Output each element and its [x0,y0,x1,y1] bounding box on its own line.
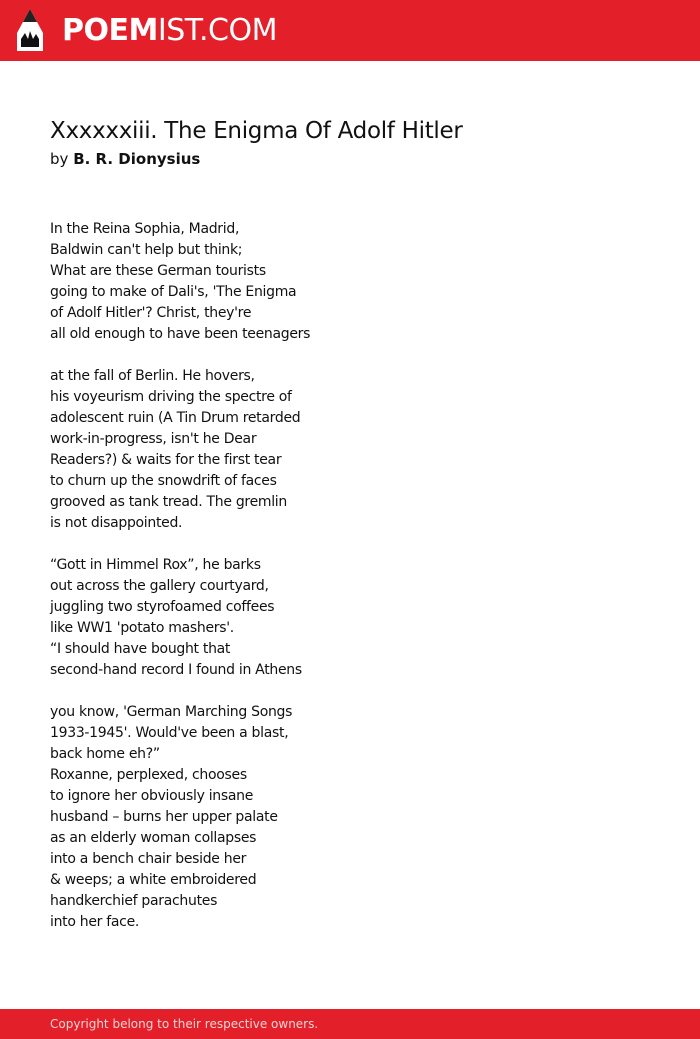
copyright-notice: Copyright belong to their respective owners. [50,1017,319,1031]
poem-line: adolescent ruin (A Tin Drum retarded [50,410,301,426]
poem-line: to churn up the snowdrift of faces [50,473,277,489]
poem-line: Readers?) & waits for the first tear [50,452,282,468]
site-header [0,0,700,61]
author-name[interactable]: B. R. Dionysius [73,150,201,168]
poem-line: grooved as tank tread. The gremlin [50,494,287,510]
poem-line: 1933-1945'. Would've been a blast, [50,725,289,741]
poem-line: into a bench chair beside her [50,851,247,867]
poem-line: at the fall of Berlin. He hovers, [50,368,255,384]
by-label: by [50,150,69,168]
poem-line: handkerchief parachutes [50,893,218,909]
poem-line: all old enough to have been teenagers [50,326,311,342]
poem-line: second-hand record I found in Athens [50,662,302,678]
poem-line: of Adolf Hitler'? Christ, they're [50,305,252,321]
poem-line: is not disappointed. [50,515,183,531]
poem-line: out across the gallery courtyard, [50,578,269,594]
poem-line: work-in-progress, isn't he Dear [50,431,257,447]
poem-line: & weeps; a white embroidered [50,872,257,888]
poem-title: Xxxxxxiii. The Enigma Of Adolf Hitler [50,118,463,144]
poem-line: his voyeurism driving the spectre of [50,389,292,405]
poem-line: In the Reina Sophia, Madrid, [50,221,240,237]
poem-stanza [50,366,570,534]
poem-line: to ignore her obviously insane [50,788,254,804]
poem-stanza [50,702,570,933]
poem-stanza [50,555,570,681]
poem-line: “I should have bought that [50,641,231,657]
poem-line: What are these German tourists [50,263,266,279]
site-logo[interactable] [62,12,277,50]
poem-line: husband – burns her upper palate [50,809,278,825]
poem-line: like WW1 'potato mashers'. [50,620,234,636]
poem-line: Roxanne, perplexed, chooses [50,767,247,783]
poem-line: into her face. [50,914,140,930]
poem-line: as an elderly woman collapses [50,830,257,846]
poem-line: Baldwin can't help but think; [50,242,243,258]
logo-light-text: IST.COM [157,13,277,48]
logo-bold-text: POEM [62,13,158,48]
pencil-icon[interactable] [17,9,43,51]
poem-stanza [50,219,570,345]
poem-line: juggling two styrofoamed coffees [50,599,275,615]
byline [50,149,200,169]
poem-line: “Gott in Himmel Rox”, he barks [50,557,261,573]
site-footer [0,1009,700,1039]
poem-line: back home eh?” [50,746,160,762]
poem-line: you know, 'German Marching Songs [50,704,293,720]
poem-line: going to make of Dali's, 'The Enigma [50,284,297,300]
poem-body [50,219,570,954]
